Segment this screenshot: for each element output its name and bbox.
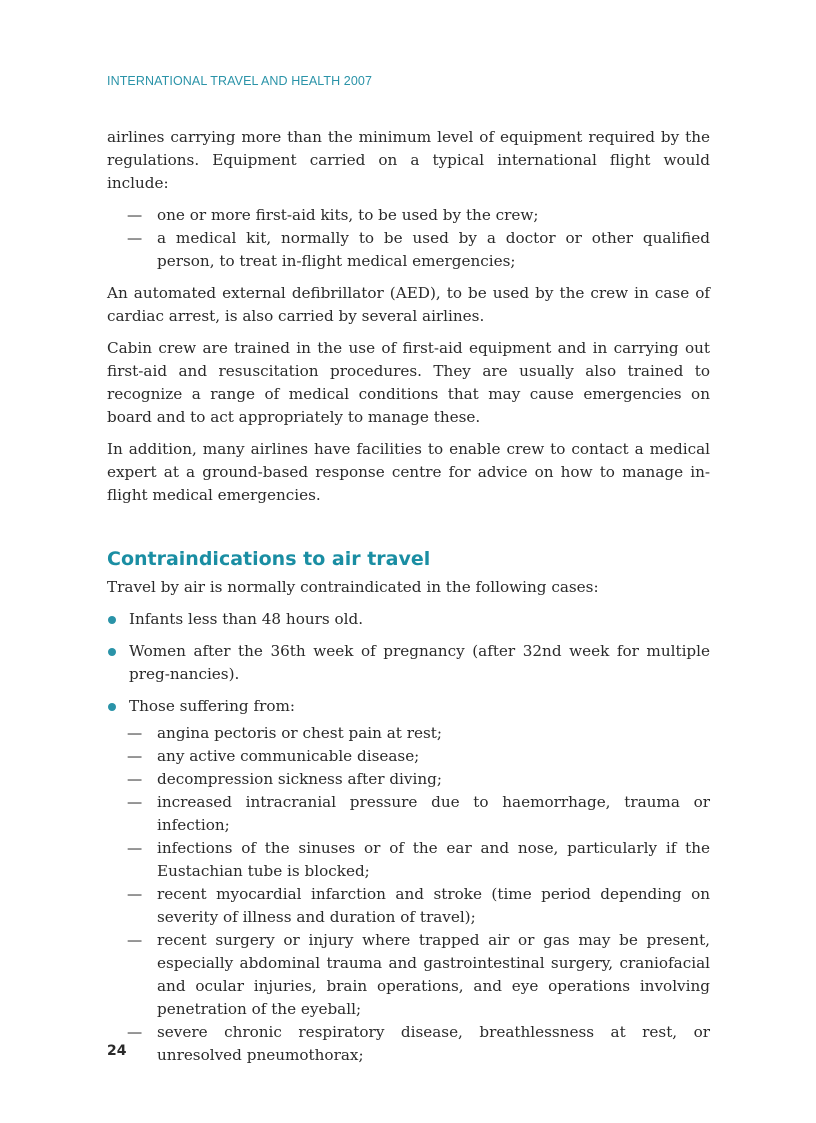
bullet-text: Women after the 36th week of pregnancy (after 32nd week for multiple preg-nancies). [129, 642, 710, 683]
aed-paragraph: An automated external defibrillator (AED), to be used by the crew in case of cardiac arrest, is also carried by several airlines. [107, 284, 710, 325]
section-heading: Contraindications to air travel [107, 548, 431, 570]
running-head: INTERNATIONAL TRAVEL AND HEALTH 2007 [107, 74, 373, 88]
list-item [107, 640, 710, 686]
medical-expert-paragraph: In addition, many airlines have facilities to enable crew to contact a medical expert at a ground-based response centre for advice on how to manage in-flight medical emergencies. [107, 440, 710, 504]
equipment-list [107, 204, 710, 273]
bullet-icon [108, 616, 116, 624]
page-number: 24 [107, 1043, 127, 1059]
list-item [107, 695, 710, 1067]
condition-item: — any active communicable disease; [107, 745, 710, 768]
list-item: — one or more first-aid kits, to be used by the crew; [107, 204, 710, 227]
section-lead: Travel by air is normally contraindicated in the following cases: [107, 578, 599, 596]
condition-item: — angina pectoris or chest pain at rest; [107, 722, 710, 745]
bullet-icon [108, 648, 116, 656]
list-item [107, 608, 710, 631]
page-content [107, 126, 710, 1076]
bullet-icon [108, 703, 116, 711]
condition-item: — infections of the sinuses or of the ear and nose, particularly if the Eustachian tube is blocked; [107, 837, 710, 883]
condition-item: — severe chronic respiratory disease, breathlessness at rest, or unresolved pneumothorax; [107, 1021, 710, 1067]
bullet-text: Those suffering from: [129, 697, 296, 715]
condition-item: — recent surgery or injury where trapped air or gas may be present, especially abdominal trauma and gastrointestinal surgery, craniofacial and ocular injuries, brain operations, and eye operations involving penetration of the eyeball; [107, 929, 710, 1021]
bullet-text: Infants less than 48 hours old. [129, 610, 364, 628]
condition-item: — increased intracranial pressure due to haemorrhage, trauma or infection; [107, 791, 710, 837]
condition-item: — recent myocardial infarction and stroke (time period depending on severity of illness and duration of travel); [107, 883, 710, 929]
cabin-crew-paragraph: Cabin crew are trained in the use of first-aid equipment and in carrying out first-aid and resuscitation procedures. They are usually also trained to recognize a range of medical conditions that may cause emergencies on board and to act appropriately to manage these. [107, 339, 710, 426]
contraindication-list [107, 608, 710, 1067]
intro-paragraph-1: airlines carrying more than the minimum level of equipment required by the regulations. Equipment carried on a typical international flight would include: [107, 128, 710, 192]
conditions-list [107, 722, 710, 1067]
list-item: — a medical kit, normally to be used by a doctor or other qualified person, to treat in-flight medical emergencies; [107, 227, 710, 273]
condition-item: — decompression sickness after diving; [107, 768, 710, 791]
